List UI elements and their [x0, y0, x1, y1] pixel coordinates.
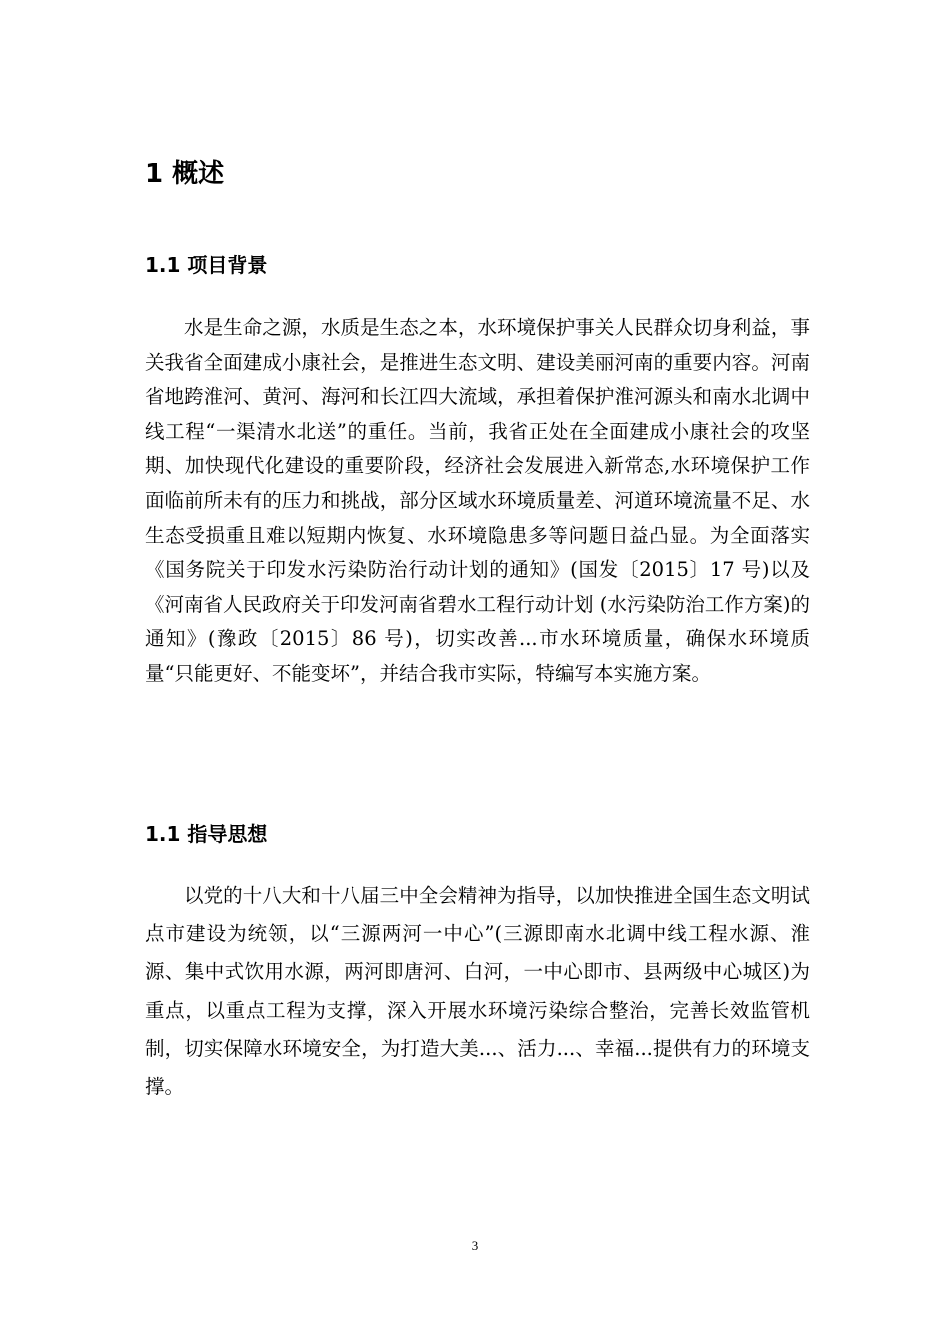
- chapter-heading: 1 概述: [145, 159, 225, 189]
- section-paragraph-guiding-ideology: 以党的十八大和十八届三中全会精神为指导，以加快推进全国生态文明试点市建设为统领，以“三源两河一中心”(三源即南水北调中线工程水源、淮源、集中式饮用水源，两河即唐河、白河，一中心即市、县两级中心城区)为重点，以重点工程为支撑，深入开展水环境污染综合整治，完善长效监管机制，切实保障水环境安全，为打造大美...、活力...、幸福...提供有力的环境支撑。: [145, 884, 810, 1099]
- section-heading-guiding-ideology: 1.1 指导思想: [145, 822, 268, 846]
- page-number: 3: [471, 1238, 479, 1253]
- section-paragraph-project-background: 水是生命之源，水质是生态之本，水环境保护事关人民群众切身利益，事关我省全面建成小康社会，是推进生态文明、建设美丽河南的重要内容。河南省地跨淮河、黄河、海河和长江四大流域，承担着保护淮河源头和南水北调中线工程“一渠清水北送”的重任。当前，我省正处在全面建成小康社会的攻坚期、加快现代化建设的重要阶段，经济社会发展进入新常态,水环境保护工作面临前所未有的压力和挑战，部分区域水环境质量差、河道环境流量不足、水生态受损重且难以短期内恢复、水环境隐患多等问题日益凸显。为全面落实《国务院关于印发水污染防治行动计划的通知》(国发〔2015〕17 号)以及《河南省人民政府关于印发河南省碧水工程行动计划 (水污染防治工作方案)的通知》(豫政〔2015〕86 号)，切实改善...市水环境质量，确保水环境质量“只能更好、不能变坏”，并结合我市实际，特编写本实施方案。: [145, 316, 810, 685]
- section-heading-project-background: 1.1 项目背景: [145, 253, 268, 277]
